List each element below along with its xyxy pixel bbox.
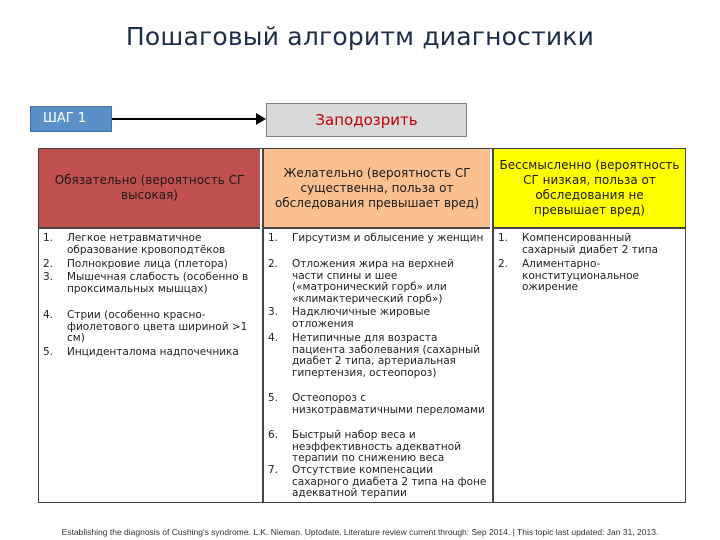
arrow-line bbox=[112, 118, 258, 120]
list-item: 7. Отсутствие компенсации сахарного диабета 2 типа на фоне адекватной терапии bbox=[268, 464, 487, 499]
column-pointless bbox=[492, 149, 685, 502]
citation-footer: Establishing the diagnosis of Cushing's syndrome. L.K. Nieman. Uptodate. Literature review current through: Sep 2014. | This topic last updated: Jan 31, 2013. bbox=[61, 527, 659, 537]
list-item: 1. Легкое нетравматичное образование кровоподтёков bbox=[43, 232, 226, 256]
list-item: 4. Стрии (особенно красно-фиолетового цвета шириной >1 см) bbox=[43, 309, 248, 344]
column-mandatory bbox=[39, 149, 260, 502]
list-item: 1. Компенсированный сахарный диабет 2 типа bbox=[498, 232, 659, 256]
list-item: 6. Быстрый набор веса и неэффективность адекватной терапии по снижению веса bbox=[268, 429, 462, 464]
list-item: 4. Нетипичные для возраста пациента заболевания (сахарный диабет 2 типа, артериальная гипертензия, остеопороз) bbox=[268, 332, 481, 379]
list-item: 2. Полнокровие лица (плетора) bbox=[43, 258, 228, 270]
column-header-mandatory: Обязательно (вероятность СГ высокая) bbox=[39, 149, 260, 229]
column-desirable bbox=[262, 149, 490, 502]
page-title: Пошаговый алгоритм диагностики bbox=[125, 22, 595, 51]
list-item: 5. Остеопороз с низкотравматичными переломами bbox=[268, 392, 485, 416]
column-header-pointless: Бессмысленно (вероятность СГ низкая, польза от обследования не превышает вред) bbox=[494, 149, 685, 229]
arrow-right-icon bbox=[256, 113, 266, 125]
list-item: 1. Гирсутизм и облысение у женщин bbox=[268, 232, 484, 244]
step-1-label: ШАГ 1 bbox=[30, 106, 112, 132]
column-header-desirable: Желательно (вероятность СГ существенна, польза от обследования превышает вред) bbox=[264, 149, 490, 229]
list-item: 2. Алиментарно-конституциональное ожирение bbox=[498, 258, 640, 293]
list-item: 3. Мышечная слабость (особенно в проксимальных мышцах) bbox=[43, 271, 249, 295]
suspect-box: Заподозрить bbox=[266, 103, 467, 137]
list-item: 5. Инциденталома надпочечника bbox=[43, 346, 239, 358]
list-item: 3. Надключичные жировые отложения bbox=[268, 306, 430, 330]
diagnostic-table bbox=[38, 148, 686, 503]
list-item: 2. Отложения жира на верхней части спины и шее («матронический горб» или «климактерический горб») bbox=[268, 258, 454, 305]
